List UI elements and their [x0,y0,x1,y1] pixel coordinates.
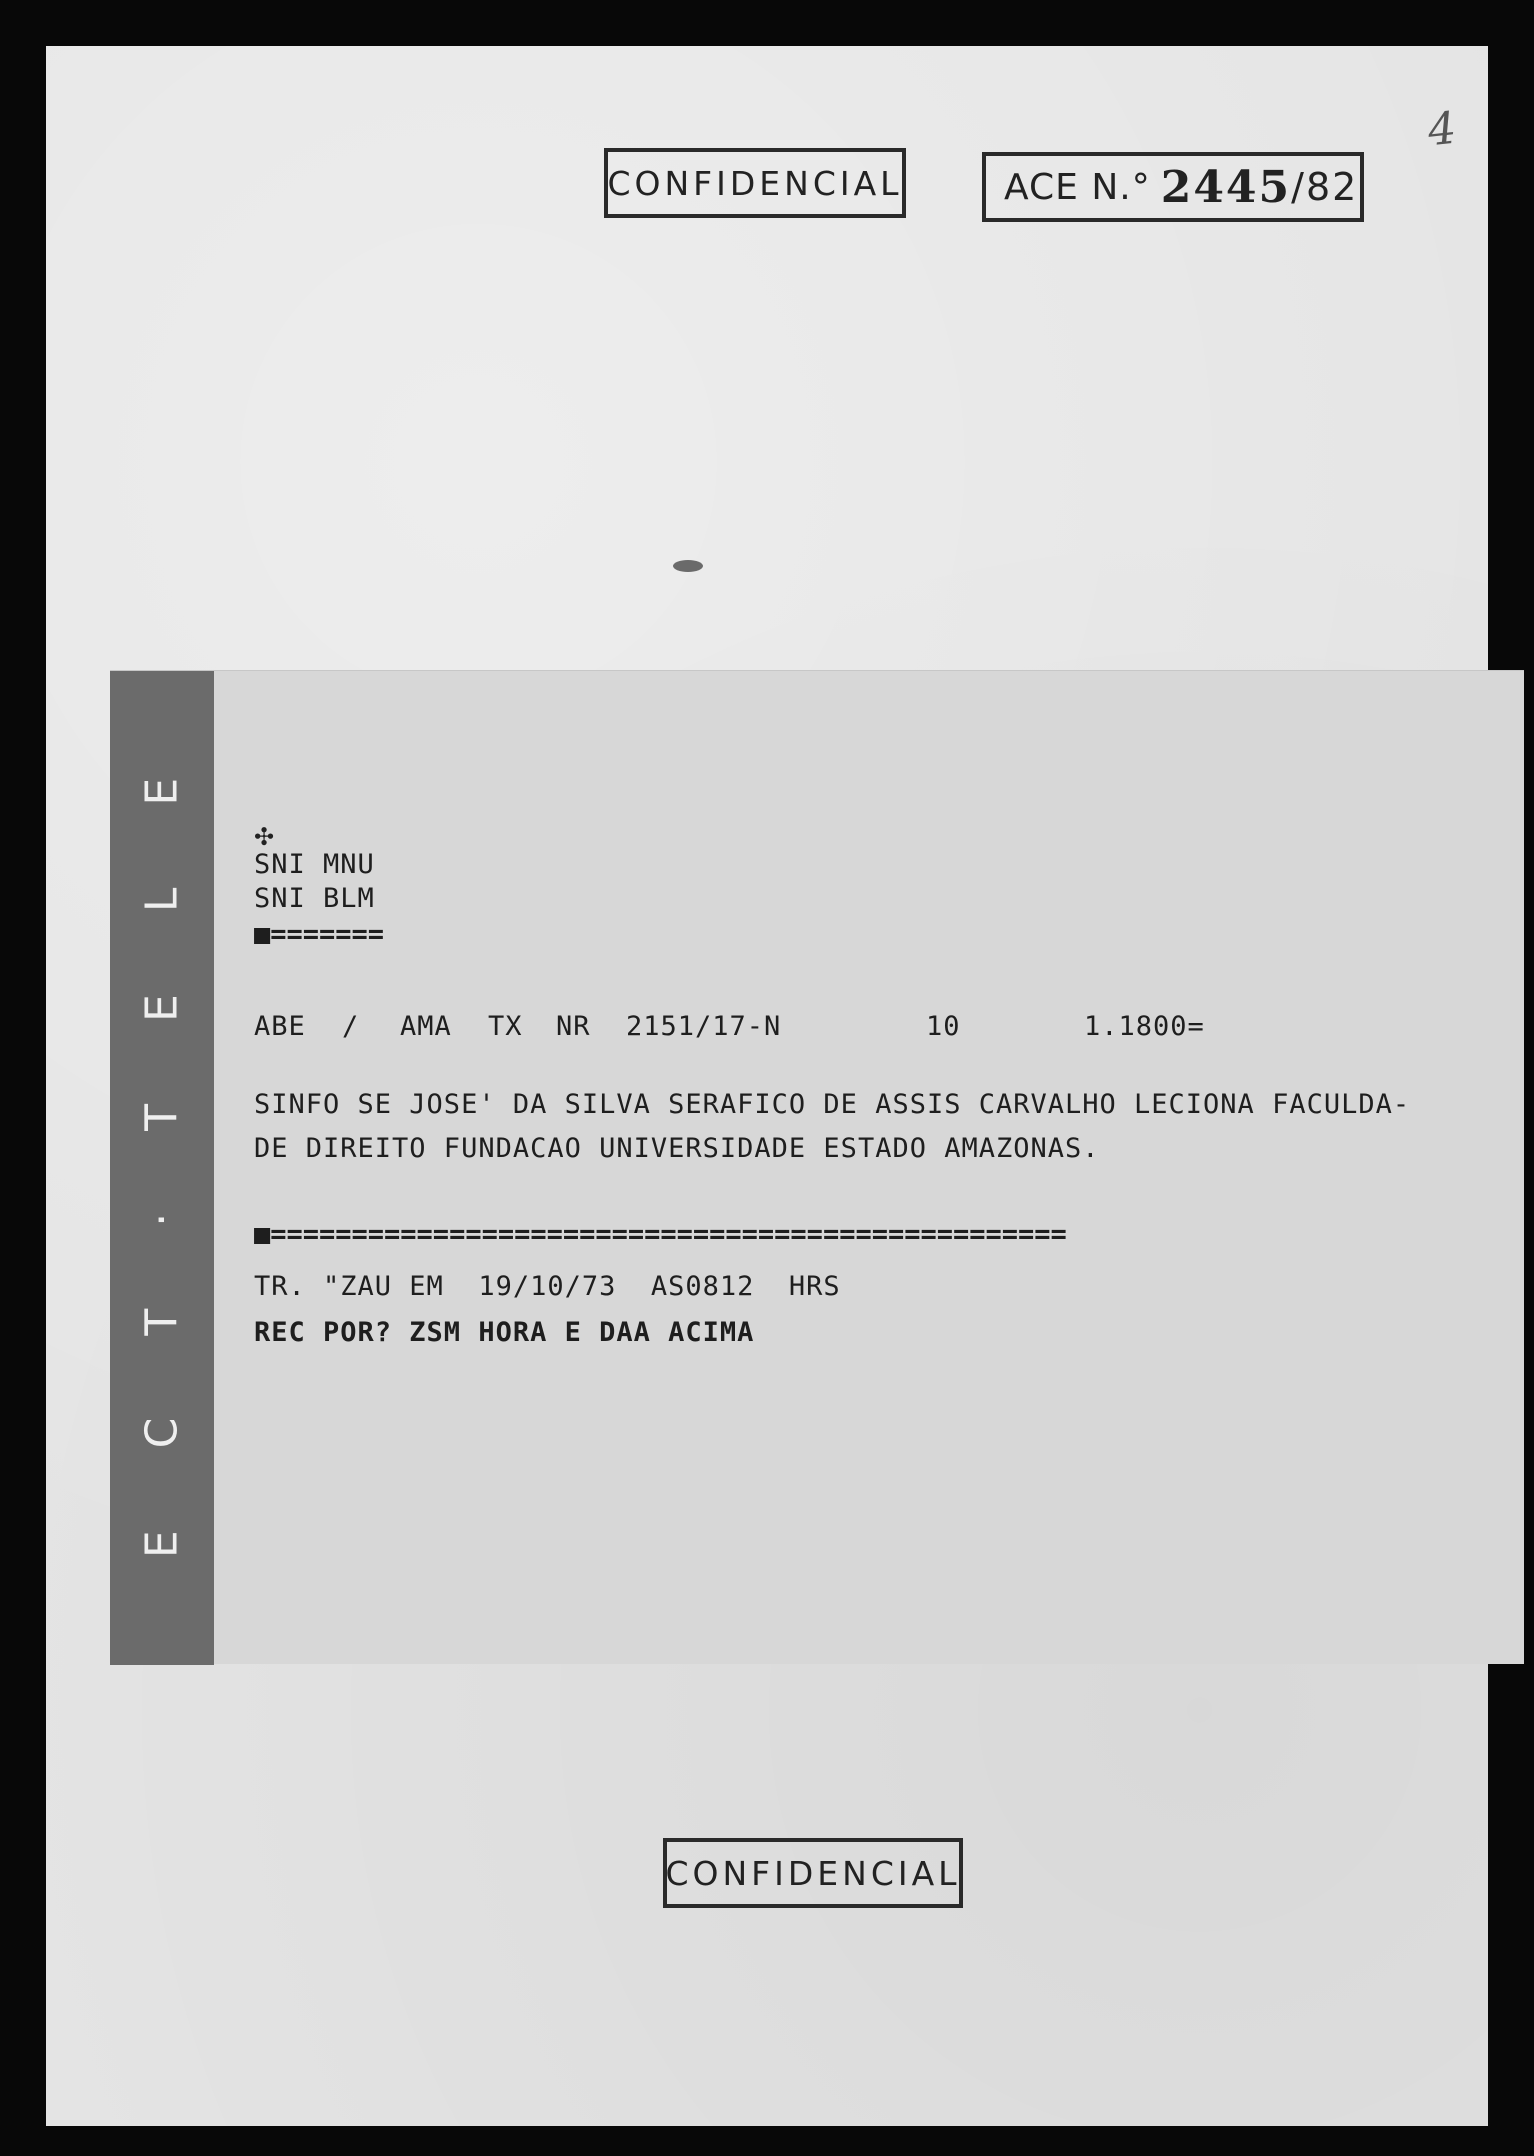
confidential-stamp-top: CONFIDENCIAL [604,148,906,218]
ace-year: /82 [1291,165,1359,209]
ace-number: 2445 [1160,161,1292,213]
routing-type: TX [488,1011,523,1042]
routing-words: 10 [926,1011,961,1042]
confidential-stamp-bottom: CONFIDENCIAL [663,1838,963,1908]
ace-number-stamp [982,152,1364,222]
body-line-2: DE DIREITO FUNDACAO UNIVERSIDADE ESTADO AMAZONAS. [254,1133,1100,1164]
routing-time: 1.1800= [1084,1011,1205,1042]
telegram-form [110,670,1524,1664]
cross-icon: ✣ [254,823,275,851]
separator-rule: ■================================================= [254,1219,1067,1250]
document-page [46,46,1488,2126]
body-line-1: SINFO SE JOSE' DA SILVA SERAFICO DE ASSIS CARVALHO LECIONA FACULDA- [254,1089,1411,1120]
routing-origin: ABE [254,1011,306,1042]
routing-destination: AMA [400,1011,452,1042]
ink-smudge [673,560,703,572]
footer-line-1: TR. "ZAU EM 19/10/73 AS0812 HRS [254,1271,841,1302]
routing-nr-label: NR [556,1011,591,1042]
header-rule: ■======= [254,919,385,950]
header-line-1: SNI MNU [254,849,375,880]
telegram-side-band [110,671,214,1665]
routing-separator: / [342,1011,360,1042]
footer-line-2: REC POR? ZSM HORA E DAA ACIMA [254,1317,755,1348]
page-folio-number: 4 [1425,102,1459,157]
side-band-text: E C T · T E L E [136,743,188,1559]
ace-label: ACE N.° [1004,166,1151,208]
routing-nr: 2151/17-N [626,1011,782,1042]
header-line-2: SNI BLM [254,883,375,914]
